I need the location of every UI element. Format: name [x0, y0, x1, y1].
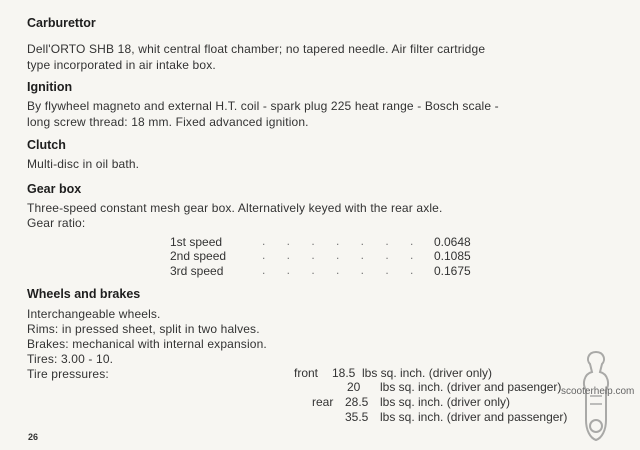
gearbox-line-1: Three-speed constant mesh gear box. Alternatively keyed with the rear axle.	[27, 201, 443, 215]
gear-ratio-label: 3rd speed	[170, 264, 224, 278]
manual-page: Carburettor Dell'ORTO SHB 18, whit central float chamber; no tapered needle. Air filter cartridge type incorporated in air intake box. Ignition By flywheel magneto and external H.T. coil - spark plug 225 heat range - Bosch scale - long screw thread: 18 mm. Fixed advanced ignition. Clutch Multi-disc in oil bath. Gear box Three-speed constant mesh gear box. Alternatively keyed with the rear axle. Gear ratio: 1st speed . . . . . . . 0.0648 2nd speed . . . . . . . 0.1085 3rd speed . . . . . . . 0.1675 Wheels and brakes Interchangeable wheels. Rims: in pressed sheet, split in two halves. Brakes: mechanical with internal expansion. Tires: 3.00 - 10. Tire pressures: front 18.5 lbs sq. inch. (driver only) 20 lbs sq. inch. (driver and pasenger) rear 28.5 lbs sq. inch. (driver only) 35.5 lbs sq. inch. (driver and passenger) 26 scooterhelp.com	[27, 16, 635, 442]
gear-ratio-label: 1st speed	[170, 235, 223, 249]
gear-ratio-value: 0.0648	[434, 235, 471, 249]
ignition-line-2: long screw thread: 18 mm. Fixed advanced ignition.	[27, 115, 309, 129]
pressure-description: lbs sq. inch. (driver and passenger)	[380, 410, 568, 424]
gear-ratio-value: 0.1675	[434, 264, 471, 278]
dot-leader: . . . . . . .	[262, 263, 423, 277]
wheels-line-1: Interchangeable wheels.	[27, 307, 161, 321]
gear-ratio-label: 2nd speed	[170, 249, 227, 263]
wheels-line-2: Rims: in pressed sheet, split in two halves.	[27, 322, 260, 336]
wheels-line-5: Tire pressures:	[27, 367, 109, 381]
pressure-value: 20	[347, 380, 361, 394]
gear-ratio-value: 0.1085	[434, 249, 471, 263]
wheels-line-3: Brakes: mechanical with internal expansion.	[27, 337, 267, 351]
pressure-description: lbs sq. inch. (driver only)	[362, 366, 493, 380]
pressure-description: lbs sq. inch. (driver and pasenger)	[380, 380, 562, 394]
watermark-text: scooterhelp.com	[561, 386, 635, 397]
gearbox-line-2: Gear ratio:	[27, 216, 86, 230]
heading-carburettor: Carburettor	[27, 16, 96, 30]
clutch-line-1: Multi-disc in oil bath.	[27, 157, 140, 171]
dot-leader: . . . . . . .	[262, 248, 423, 262]
heading-gearbox: Gear box	[27, 182, 82, 196]
carburettor-line-1: Dell'ORTO SHB 18, whit central float chamber; no tapered needle. Air filter cartridge	[27, 42, 486, 56]
heading-wheels-brakes: Wheels and brakes	[27, 287, 141, 301]
pressure-value: 35.5	[345, 410, 369, 424]
wheels-line-4: Tires: 3.00 - 10.	[27, 352, 114, 366]
carburettor-line-2: type incorporated in air intake box.	[27, 58, 216, 72]
page-number: 26	[28, 432, 39, 442]
pressure-value: 18.5	[332, 366, 356, 380]
dot-leader: . . . . . . .	[262, 234, 423, 248]
heading-clutch: Clutch	[27, 138, 66, 152]
heading-ignition: Ignition	[27, 80, 73, 94]
pressure-value: 28.5	[345, 395, 369, 409]
pressure-description: lbs sq. inch. (driver only)	[380, 395, 511, 409]
ignition-line-1: By flywheel magneto and external H.T. coil - spark plug 225 heat range - Bosch scale -	[27, 99, 499, 113]
